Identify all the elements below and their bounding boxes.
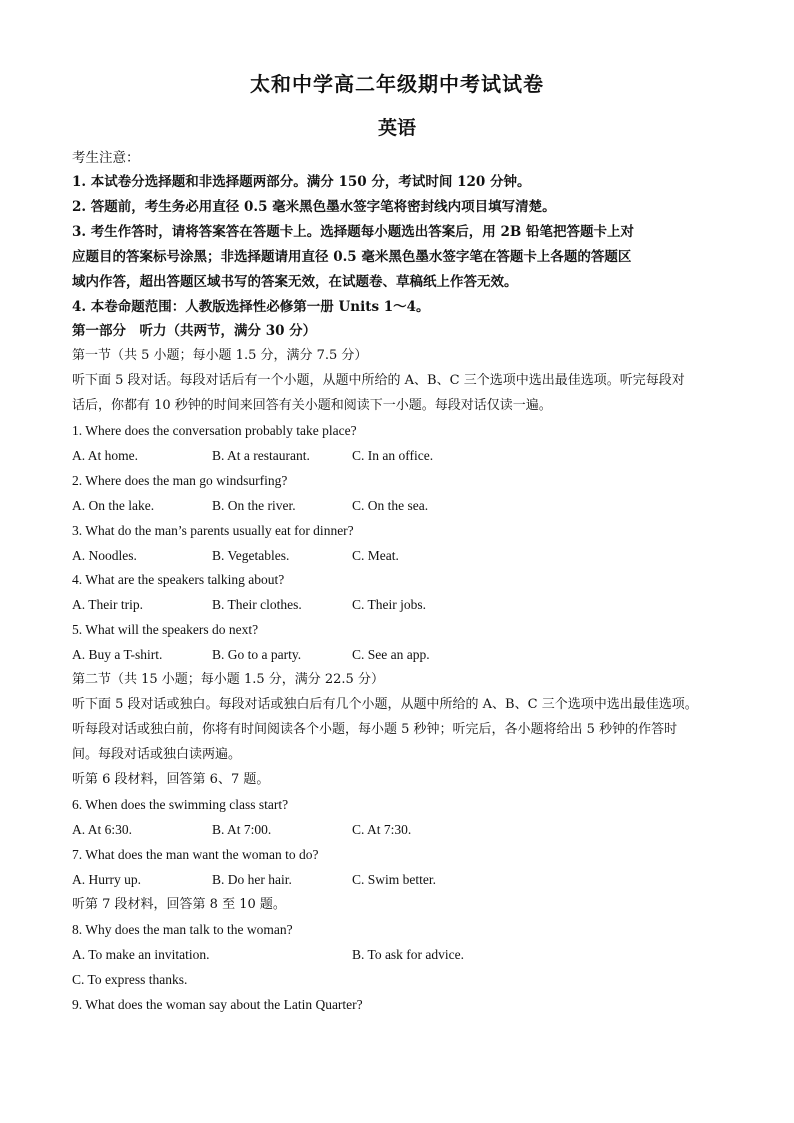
question-text: 5. What will the speakers do next?: [72, 622, 259, 637]
material-note: 听第 7 段材料，回答第 8 至 10 题。: [72, 897, 286, 912]
option-a: A. Buy a T-shirt.: [72, 647, 163, 662]
subject-title: 英语: [377, 117, 416, 139]
option-a: A. Hurry up.: [72, 872, 141, 887]
notice-heading: 考生注意：: [72, 150, 140, 166]
option-c: C. On the sea.: [352, 498, 429, 513]
notice-item: 1. 本试卷分选择题和非选择题两部分。满分 150 分，考试时间 120 分钟。: [72, 174, 531, 190]
option-b: B. At a restaurant.: [212, 448, 310, 463]
option-a: A. Noodles.: [72, 548, 137, 563]
option-c: C. In an office.: [352, 448, 434, 463]
option-b: B. Go to a party.: [212, 647, 302, 662]
option-a: A. To make an invitation.: [72, 947, 210, 962]
instruction-line: 间。每段对话或独白读两遍。: [72, 747, 242, 762]
question-text: 4. What are the speakers talking about?: [72, 572, 285, 587]
question-text: 6. When does the swimming class start?: [72, 797, 289, 812]
instruction-line: 听下面 5 段对话或独白。每段对话或独白后有几个小题，从题中所给的 A、B、C 三个选项中选出最佳选项。: [72, 697, 698, 712]
option-c: C. See an app.: [352, 647, 430, 662]
option-a: A. Their trip.: [72, 597, 143, 612]
question-text: 1. Where does the conversation probably take place?: [72, 423, 357, 438]
option-a: A. At 6:30.: [72, 822, 133, 837]
question-text: 8. Why does the man talk to the woman?: [72, 922, 293, 937]
option-a: A. On the lake.: [72, 498, 155, 513]
notice-item: 应题目的答案标号涂黑；非选择题请用直径 0.5 毫米黑色墨水签字笔在答题卡上各题的答题区: [72, 249, 632, 265]
question-text: 7. What does the man want the woman to do?: [72, 847, 319, 862]
instruction-line: 听每段对话或独白前，你将有时间阅读各个小题，每小题 5 秒钟；听完后，各小题将给出 5 秒钟的作答时: [72, 722, 678, 737]
part-heading: 第一部分 听力（共两节，满分 30 分）: [72, 323, 317, 339]
option-b: B. Do her hair.: [212, 872, 292, 887]
notice-item: 3. 考生作答时，请将答案答在答题卡上。选择题每小题选出答案后，用 2B 铅笔把答题卡上对: [72, 224, 634, 240]
question-text: 2. Where does the man go windsurfing?: [72, 473, 288, 488]
option-c: C. To express thanks.: [72, 972, 188, 987]
option-b: B. To ask for advice.: [352, 947, 465, 962]
exam-title: 太和中学高二年级期中考试试卷: [250, 72, 544, 96]
section-heading: 第二节（共 15 小题；每小题 1.5 分，满分 22.5 分）: [72, 672, 384, 687]
option-b: B. At 7:00.: [212, 822, 272, 837]
option-c: C. At 7:30.: [352, 822, 412, 837]
instruction-line: 听下面 5 段对话。每段对话后有一个小题，从题中所给的 A、B、C 三个选项中选出最佳选项。听完每段对: [72, 373, 685, 388]
option-b: B. On the river.: [212, 498, 296, 513]
option-c: C. Meat.: [352, 548, 399, 563]
option-b: B. Their clothes.: [212, 597, 302, 612]
notice-item: 2. 答题前，考生务必用直径 0.5 毫米黑色墨水签字笔将密封线内项目填写清楚。: [72, 199, 556, 215]
option-c: C. Their jobs.: [352, 597, 426, 612]
instruction-line: 话后，你都有 10 秒钟的时间来回答有关小题和阅读下一小题。每段对话仅读一遍。: [72, 398, 552, 413]
notice-item: 域内作答，超出答题区域书写的答案无效，在试题卷、草稿纸上作答无效。: [72, 274, 518, 290]
option-c: C. Swim better.: [352, 872, 436, 887]
option-b: B. Vegetables.: [212, 548, 290, 563]
section-heading: 第一节（共 5 小题；每小题 1.5 分，满分 7.5 分）: [72, 348, 368, 363]
material-note: 听第 6 段材料，回答第 6、7 题。: [72, 772, 270, 787]
option-a: A. At home.: [72, 448, 138, 463]
question-text: 3. What do the man’s parents usually eat for dinner?: [72, 523, 354, 538]
question-text: 9. What does the woman say about the Latin Quarter?: [72, 997, 363, 1012]
notice-item: 4. 本卷命题范围：人教版选择性必修第一册 Units 1～4。: [72, 299, 430, 315]
